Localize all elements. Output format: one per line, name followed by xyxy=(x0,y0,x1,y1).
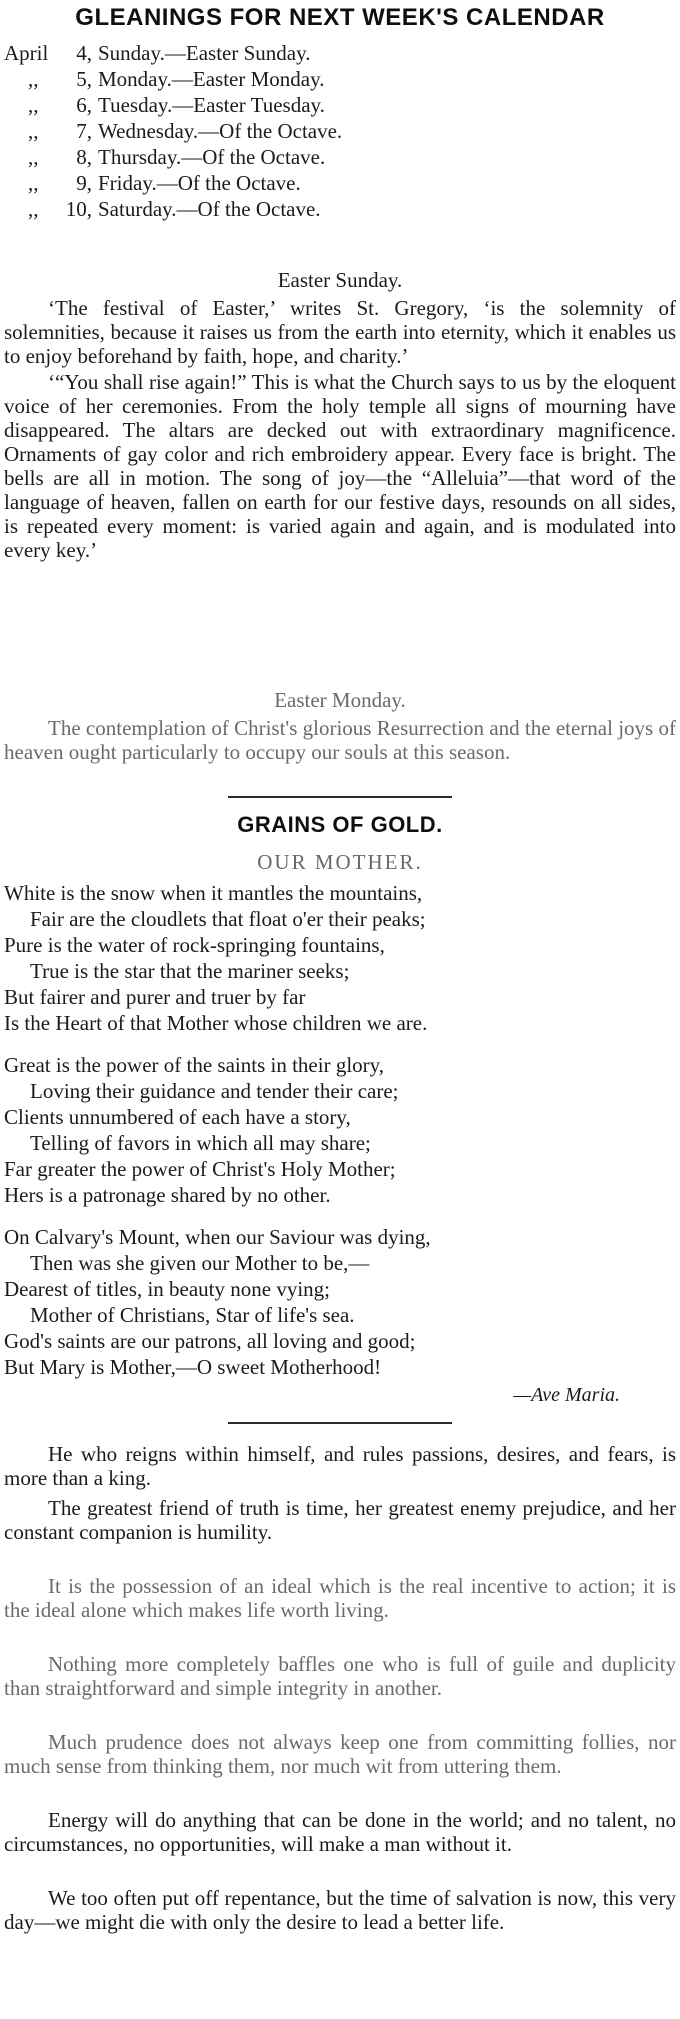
poem-line: Dearest of titles, in beauty none vying; xyxy=(4,1277,331,1301)
maxim-paragraph: Nothing more completely baffles one who is full of guile and duplicity than straightforward and simple integrity in another. xyxy=(4,1652,676,1700)
poem-title: OUR MOTHER. xyxy=(257,850,423,874)
section-divider xyxy=(228,796,452,798)
maxim-paragraph: Energy will do anything that can be done in the world; and no talent, no circumstances, no opportunities, will make a man without it. xyxy=(4,1808,676,1856)
poem-stanza-2 xyxy=(4,1052,399,1208)
maxim-paragraph: The greatest friend of truth is time, her greatest enemy prejudice, and her constant companion is humility. xyxy=(4,1496,676,1544)
grains-title: GRAINS OF GOLD. xyxy=(237,812,443,837)
poem-line: But Mary is Mother,—O sweet Motherhood! xyxy=(4,1355,382,1379)
poem-stanza-1 xyxy=(4,880,427,1036)
poem-line: But fairer and purer and truer by far xyxy=(4,985,306,1009)
calendar-entry: ,, 10, Saturday.—Of the Octave. xyxy=(28,197,321,221)
poem-line: Pure is the water of rock-springing fountains, xyxy=(4,933,385,957)
maxim-paragraph: We too often put off repentance, but the time of salvation is now, this very day—we might die with only the desire to lead a better life. xyxy=(4,1886,676,1934)
calendar-title: GLEANINGS FOR NEXT WEEK'S CALENDAR xyxy=(75,4,605,31)
poem-line: Far greater the power of Christ's Holy Mother; xyxy=(4,1157,396,1181)
calendar-entry: ,, 6, Tuesday.—Easter Tuesday. xyxy=(28,93,325,117)
calendar-entry: ,, 9, Friday.—Of the Octave. xyxy=(28,171,301,195)
poem-line: Clients unnumbered of each have a story, xyxy=(4,1105,351,1129)
calendar-entry: ,, 5, Monday.—Easter Monday. xyxy=(28,67,325,91)
poem-line: White is the snow when it mantles the mountains, xyxy=(4,881,423,905)
poem-line: Loving their guidance and tender their care; xyxy=(30,1079,399,1103)
maxim-paragraph: It is the possession of an ideal which is the real incentive to action; it is the ideal alone which makes life worth living. xyxy=(4,1574,676,1622)
easter-sunday-quote: ‘The festival of Easter,’ writes St. Gregory, ‘is the solemnity of solemnities, because it raises us from the earth into eternity, which it enables us to enjoy beforehand by faith, hope, and charity.’ xyxy=(4,296,676,368)
poem-line: True is the star that the mariner seeks; xyxy=(30,959,350,983)
poem-stanza-3 xyxy=(4,1224,431,1380)
poem-credit: —Ave Maria. xyxy=(513,1384,620,1406)
poem-line: God's saints are our patrons, all loving and good; xyxy=(4,1329,416,1353)
easter-sunday-heading: Easter Sunday. xyxy=(277,268,403,292)
maxims-divider xyxy=(228,1422,452,1424)
calendar-entry: April 4, Sunday.—Easter Sunday. xyxy=(4,41,311,65)
maxim-paragraph: He who reigns within himself, and rules passions, desires, and fears, is more than a king. xyxy=(4,1442,676,1490)
poem-line: Hers is a patronage shared by no other. xyxy=(4,1183,331,1207)
poem-line: Telling of favors in which all may share; xyxy=(30,1131,371,1155)
maxim-paragraph: Much prudence does not always keep one from committing follies, nor much sense from thinking them, nor much wit from uttering them. xyxy=(4,1730,676,1778)
poem-line: Mother of Christians, Star of life's sea. xyxy=(30,1303,355,1327)
calendar-entry: ,, 8, Thursday.—Of the Octave. xyxy=(28,145,326,169)
poem-line: Fair are the cloudlets that float o'er their peaks; xyxy=(30,907,426,931)
poem-line: On Calvary's Mount, when our Saviour was dying, xyxy=(4,1225,431,1249)
easter-monday-body: The contemplation of Christ's glorious Resurrection and the eternal joys of heaven ought particularly to occupy our souls at this season. xyxy=(4,716,676,764)
calendar-list xyxy=(4,40,342,222)
poem-line: Is the Heart of that Mother whose children we are. xyxy=(4,1011,428,1035)
calendar-entry: ,, 7, Wednesday.—Of the Octave. xyxy=(28,119,343,143)
poem-line: Great is the power of the saints in their glory, xyxy=(4,1053,385,1077)
easter-monday-heading: Easter Monday. xyxy=(274,688,406,712)
easter-sunday-body: ‘“You shall rise again!” This is what the Church says to us by the eloquent voice of her ceremonies. From the holy temple all signs of mourning have disappeared. The altars are decked out with extraordinary magnificence. Ornaments of gay color and rich embroidery appear. Every face is bright. The bells are all in motion. The song of joy—the “Alleluia”—that word of the language of heaven, fallen on earth for our festive days, resounds on all sides, is repeated every moment: is varied again and again, and is modulated into every key.’ xyxy=(4,370,676,562)
poem-line: Then was she given our Mother to be,— xyxy=(30,1251,370,1275)
